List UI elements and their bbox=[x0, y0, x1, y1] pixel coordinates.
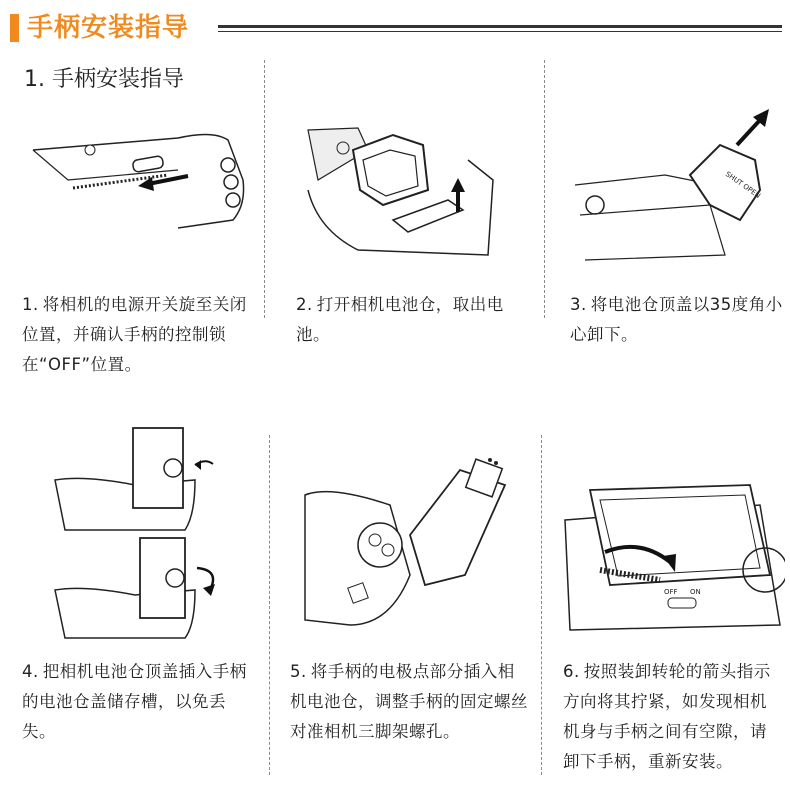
header-accent-bar bbox=[10, 14, 19, 42]
illustration-power-switch bbox=[28, 120, 253, 230]
column-divider bbox=[541, 435, 542, 775]
step-2-text: 打开相机电池仓，取出电池。 bbox=[296, 295, 504, 344]
switch-on-label: ON bbox=[690, 588, 701, 596]
illustration-cover-remove bbox=[575, 105, 780, 265]
step-6-number: 6. bbox=[563, 662, 580, 681]
page-header bbox=[10, 8, 782, 48]
step-1 bbox=[22, 290, 252, 380]
step-6 bbox=[563, 657, 783, 777]
illustration-tighten-wheel bbox=[560, 480, 785, 640]
column-divider bbox=[544, 60, 545, 318]
step-5 bbox=[290, 657, 530, 747]
step-1-number: 1. bbox=[22, 295, 39, 314]
cover-label-text: SHUT OPEN bbox=[723, 170, 762, 201]
illustration-grip-insert bbox=[300, 455, 530, 630]
header-rule bbox=[218, 25, 782, 28]
step-3 bbox=[570, 290, 785, 350]
step-1-text: 将相机的电源开关旋至关闭位置，并确认手柄的控制锁在“OFF”位置。 bbox=[22, 295, 247, 374]
illustration-cover-store bbox=[45, 420, 245, 640]
section-title: 1. 手柄安装指导 bbox=[24, 67, 184, 92]
step-2 bbox=[296, 290, 506, 350]
step-5-text: 将手柄的电极点部分插入相机电池仓，调整手柄的固定螺丝对准相机三脚架螺孔。 bbox=[290, 662, 528, 741]
step-4-text: 把相机电池仓顶盖插入手柄的电池仓盖储存槽，以免丢失。 bbox=[22, 662, 247, 741]
header-title: 手柄安装指导 bbox=[27, 13, 190, 43]
step-5-number: 5. bbox=[290, 662, 307, 681]
step-3-number: 3. bbox=[570, 295, 587, 314]
step-3-text: 将电池仓顶盖以35度角小心卸下。 bbox=[570, 295, 783, 344]
step-4-number: 4. bbox=[22, 662, 39, 681]
step-2-number: 2. bbox=[296, 295, 313, 314]
switch-off-label: OFF bbox=[664, 588, 678, 596]
step-4 bbox=[22, 657, 257, 747]
step-6-text: 按照装卸转轮的箭头指示方向将其拧紧，如发现相机机身与手柄之间有空隙，请卸下手柄，重新安装。 bbox=[563, 662, 771, 771]
header-rule-thin bbox=[218, 31, 782, 32]
column-divider bbox=[264, 60, 265, 318]
illustration-battery-remove bbox=[298, 120, 498, 260]
column-divider bbox=[269, 435, 270, 775]
